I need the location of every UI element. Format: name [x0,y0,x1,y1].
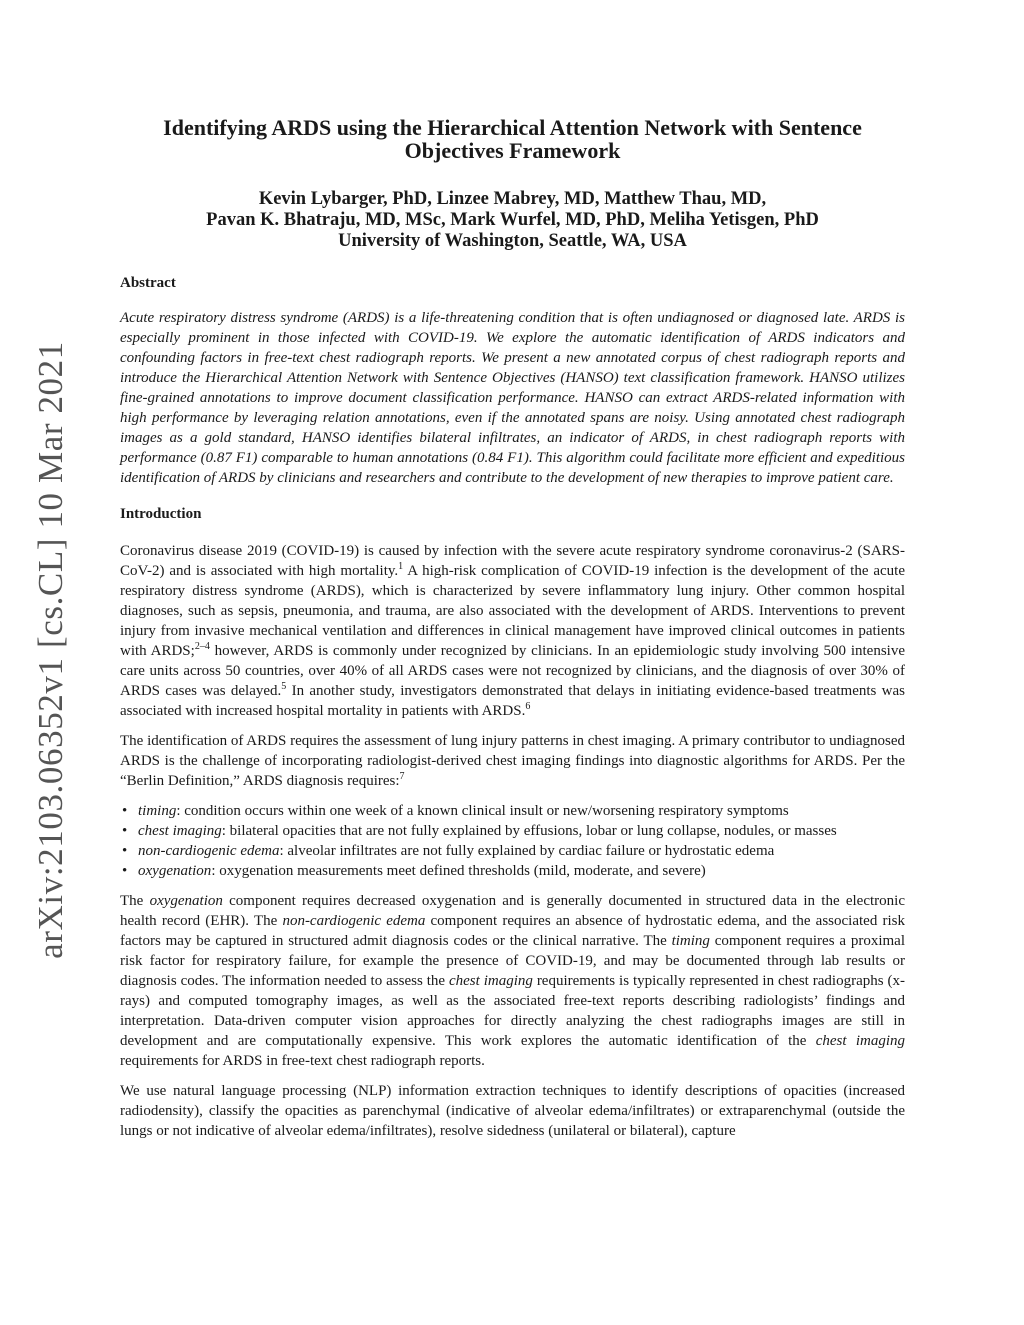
p3-seg-i: requirements is typically represented in chest radiographs (x-rays) and computed tomography images, as well as the associated free-text reports describing radiologists’ findings and interpretation. Data-driven computer vision approaches for directly analyzing the chest radiographs images are still in development and are computationally expensive. This work explores the automatic identification of the [120,973,905,1049]
criterion-desc: : oxygenation measurements meet defined thresholds (mild, moderate, and severe) [211,863,706,879]
p3-seg-e: component requires an absence of hydrostatic edema, and the associated risk factors may be captured in structured admit diagnosis codes or the clinical narrative. The [120,913,905,949]
paper-page [120,116,905,1141]
author-line-1: Kevin Lybarger, PhD, Linzee Mabrey, MD, Matthew Thau, MD, [258,189,767,209]
criterion-term: non-cardiogenic edema [138,843,280,859]
berlin-criteria-list [120,801,905,881]
list-item [120,861,905,881]
intro-paragraph-2 [120,731,905,791]
author-line-2: Pavan K. Bhatraju, MD, MSc, Mark Wurfel, MD, PhD, Meliha Yetisgen, PhD [206,210,819,230]
p3-seg-k: requirements for ARDS in free-text chest radiograph reports. [120,1053,485,1069]
p3-term-oxygenation: oxygenation [149,893,223,909]
criterion-term: timing [138,803,177,819]
introduction-heading: Introduction [120,506,202,522]
paper-title: Identifying ARDS using the Hierarchical Attention Network with Sentence Objectives Framework [163,115,862,163]
p3-term-edema: non-cardiogenic edema [282,913,426,929]
p3-seg-a: The [120,893,150,909]
p2-text: The identification of ARDS requires the assessment of lung injury patterns in chest imaging. A primary contributor to undiagnosed ARDS is the challenge of incorporating radiologist-derived chest imaging findings into diagnostic algorithms for ARDS. Per the “Berlin Definition,” ARDS diagnosis requires: [120,733,905,789]
p3-term-timing: timing [671,933,710,949]
criterion-desc: : alveolar infiltrates are not fully explained by cardiac failure or hydrostatic edema [279,843,775,859]
intro-paragraph-3 [120,891,905,1071]
arxiv-identifier [22,341,80,959]
criterion-term: chest imaging [138,823,222,839]
abstract-text: Acute respiratory distress syndrome (ARDS) is a life-threatening condition that is often undiagnosed or diagnosed late. ARDS is especially prominent in those infected with COVID-19. We explore the automatic identification of ARDS indicators and confounding factors in free-text chest radiograph reports. We present a new annotated corpus of chest radiograph reports and introduce the Hierarchical Attention Network with Sentence Objectives (HANSO) text classification framework. HANSO utilizes fine-grained annotations to improve document classification performance. HANSO can extract ARDS-related information with high performance by leveraging relation annotations, even if the annotated spans are noisy. Using annotated chest radiograph images as a gold standard, HANSO identifies bilateral infiltrates, an indicator of ARDS, in chest radiograph reports with performance (0.87 F1) comparable to human annotations (0.84 F1). This algorithm could facilitate more efficient and expeditious identification of ARDS by clinicians and researchers and contribute to the development of new therapies to improve patient care. [120,310,905,486]
criterion-term: oxygenation [138,863,212,879]
affiliation: University of Washington, Seattle, WA, USA [338,231,687,251]
intro-paragraph-4: We use natural language processing (NLP) information extraction techniques to identify descriptions of opacities (increased radiodensity), classify the opacities as parenchymal (indicative of alveolar edema/infiltrates) or extraparenchymal (outside the lungs or not indicative of alveolar edema/infiltrates), resolve sidedness (unilateral or bilateral), capture [120,1083,905,1139]
citation-6: 6 [525,701,531,712]
criterion-desc: : condition occurs within one week of a known clinical insult or new/worsening respiratory symptoms [176,803,789,819]
intro-paragraph-1 [120,541,905,721]
citation-1: 1 [398,561,404,572]
p1-sentence-4: In another study, investigators demonstrated that delays in initiating evidence-based treatments was associated with increased hospital mortality in patients with ARDS. [120,683,905,719]
bullet-icon: • [122,803,128,819]
p3-seg-c: component requires decreased oxygenation and is generally documented in structured data in the electronic health record (EHR). The [120,893,905,929]
citation-7: 7 [399,771,405,782]
p3-term-chest-imaging-2: chest imaging [815,1033,905,1049]
p3-term-chest-imaging: chest imaging [448,973,533,989]
p1-sentence-1: Coronavirus disease 2019 (COVID-19) is caused by infection with the severe acute respiratory syndrome coronavirus-2 (SARS-CoV-2) and is associated with high mortality. [120,543,905,579]
bullet-icon: • [122,823,128,839]
p1-sentence-3: however, ARDS is commonly under recognized by clinicians. In an epidemiologic study involving 500 intensive care units across 50 countries, over 40% of all ARDS cases were not recognized by clinicians, and the diagnosis of over 30% of ARDS cases was delayed. [120,643,905,699]
bullet-icon: • [122,863,128,879]
citation-5: 5 [281,681,287,692]
bullet-icon: • [122,843,128,859]
list-item [120,841,905,861]
citation-2-4: 2–4 [194,641,210,652]
list-item [120,821,905,841]
abstract-heading: Abstract [120,275,176,291]
author-block [120,189,905,252]
list-item [120,801,905,821]
p3-seg-g: component requires a proximal risk factor for respiratory failure, for example the presence of COVID-19, and may be documented through lab results or diagnosis codes. The information needed to assess the [120,933,905,989]
criterion-desc: : bilateral opacities that are not fully explained by effusions, lobar or lung collapse, nodules, or masses [221,823,837,839]
p1-sentence-2: A high-risk complication of COVID-19 infection is the development of the acute respiratory distress syndrome (ARDS), which is characterized by severe inflammatory lung injury. Other common hospital diagnoses, such as sepsis, pneumonia, and trauma, are also associated with the development of ARDS. Interventions to prevent injury from invasive mechanical ventilation and differences in clinical management have improved clinical outcomes in patients with ARDS; [120,563,906,659]
arxiv-id-text: arXiv:2103.06352v1 [cs.CL] 10 Mar 2021 [31,341,70,959]
